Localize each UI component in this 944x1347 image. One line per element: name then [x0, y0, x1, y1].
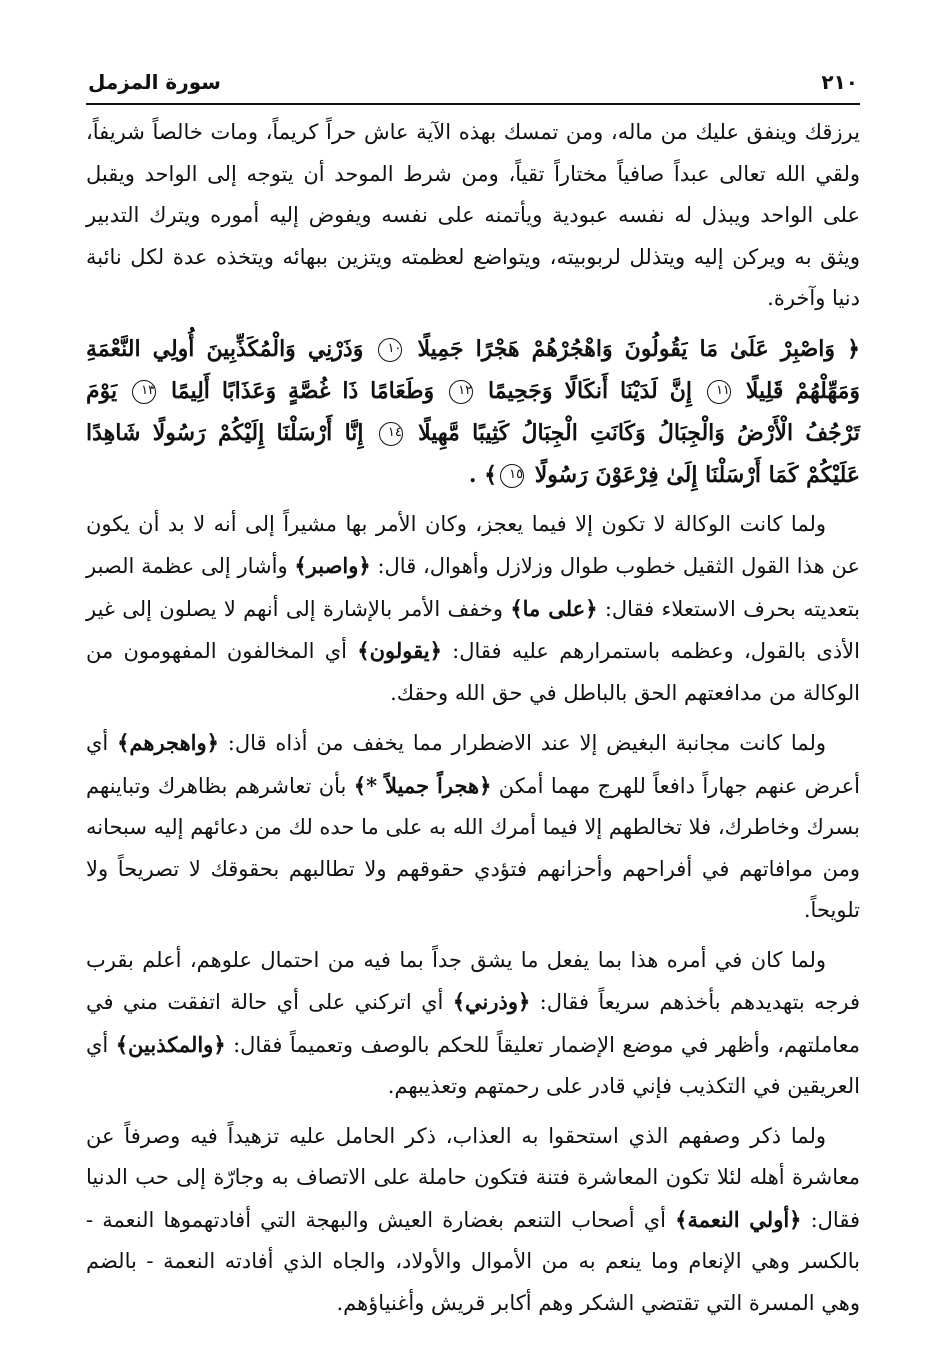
quoted-word: ﴿على ما﴾ [510, 595, 598, 621]
verse-number-marker: ١١ [707, 380, 731, 404]
verse-text: إِنَّ لَدَيْنَا أَنكَالًا وَجَحِيمًا [488, 377, 692, 404]
quoted-word: ﴿والمكذبين﴾ [115, 1031, 226, 1057]
verse-text: وَطَعَامًا ذَا غُصَّةٍ وَعَذَابًا أَلِيمًا [171, 377, 435, 404]
running-title: سورة المزمل [88, 70, 221, 94]
commentary-paragraph [86, 722, 860, 932]
paragraph-text: أي أصحاب التنعم بغضارة العيش والبهجة التي أفادتهموها النعمة - بالكسر وهي الإنعام وما ينعم به من الأموال والأولاد، والجاه الذي أفادته النعمة - بالضم وهي المسرة التي تقتضي الشكر وهم أكابر قريش وأغنياؤهم. [86, 1207, 860, 1315]
quoted-word: ﴿وذرني﴾ [452, 989, 531, 1014]
verse-number-marker: ١٥ [500, 464, 524, 488]
verse-end-mark: . [468, 461, 477, 488]
paragraph-text: ولما ذكر وصفهم الذي استحقوا به العذاب، ذكر الحامل عليه تزهيداً فيه وصرفاً عن معاشرة أهله لئلا تكون المعاشرة فتنة فتكون حاملة على الاتصاف به وجارّة إلى حب الدنيا فقال: [86, 1123, 860, 1232]
quoted-word: ﴿هجراً جميلاً *﴾ [353, 772, 492, 798]
verse-text: وَاصْبِرْ عَلَىٰ مَا يَقُولُونَ وَاهْجُرْهُمْ هَجْرًا جَمِيلًا [417, 335, 836, 362]
page-number: ٢١٠ [821, 70, 858, 94]
verse-number-marker: ١٤ [379, 422, 403, 446]
page-body [86, 112, 860, 1332]
commentary-paragraph [86, 940, 860, 1108]
paragraph-text: وأشار إلى عظمة الصبر بتعديته بحرف الاستعلاء فقال: [86, 554, 860, 621]
quoted-word: ﴿واصبر﴾ [294, 553, 371, 578]
paragraph-text: أي أعرض عنهم جهاراً دافعاً للهرج مهما أمكن [86, 731, 860, 798]
quoted-word: ﴿يقولون﴾ [357, 638, 442, 663]
paragraph-text: ولما كانت مجانبة البغيض إلا عند الاضطرار مما يخفف من أذاه قال: [218, 731, 826, 755]
commentary-paragraph [86, 504, 860, 715]
verse-number-marker: ١٣ [132, 380, 156, 404]
quoted-word: ﴿أولي النعمة﴾ [675, 1206, 802, 1232]
quran-verses-block [86, 328, 860, 496]
verse-text: يَوْمَ تَرْجُفُ الْأَرْضُ وَالْجِبَالُ وَكَانَتِ الْجِبَالُ كَثِيبًا مَّهِيلًا [86, 377, 860, 446]
verse-text: إِنَّا أَرْسَلْنَا إِلَيْكُمْ رَسُولًا شَاهِدًا عَلَيْكُمْ كَمَا أَرْسَلْنَا إِلَىٰ فِرْعَوْنَ رَسُولًا [86, 419, 860, 488]
paragraph-text: أي المخالفون المفهومون من الوكالة من مدافعتهم الحق بالباطل في حق الله وحقك. [86, 639, 860, 705]
verse-close-bracket: ﴾ [484, 461, 498, 488]
verse-text: وَذَرْنِي وَالْمُكَذِّبِينَ أُولِي النَّعْمَةِ وَمَهِّلْهُمْ قَلِيلًا [86, 335, 860, 404]
intro-paragraph: يرزقك وينفق عليك من ماله، ومن تمسك بهذه الآية عاش حراً كريماً، ومات خالصاً شريفاً، ولقي الله تعالى عبداً صافياً مختاراً تقياً، ومن شرط الموحد أن يتوجه إلى الواحد ويقبل على الواحد ويبذل له نفسه عبودية ويأتمنه على نفسه ويفوض إليه أموره ويترك التدبير ويثق به ويركن إليه ويتذلل لربوبيته، ويتواضع لعظمته ويتزين ببهائه ويتخذه عدة لكل نائبة دنيا وآخرة. [86, 120, 860, 310]
paragraph-text: أي العريقين في التكذيب فإني قادر على رحمتهم وتعذيبهم. [86, 1032, 860, 1098]
verse-number-marker: ١٢ [449, 380, 473, 404]
paragraph-text: وخفف الأمر بالإشارة إلى أنهم لا يصلون إلى غير الأذى بالقول، وعظمه باستمرارهم عليه فقال: [86, 596, 860, 663]
verse-open-bracket: ﴿ [847, 335, 860, 362]
page-header [88, 66, 858, 102]
quoted-word: ﴿واهجرهم﴾ [117, 730, 219, 755]
header-rule [86, 103, 860, 105]
paragraph-text: ولما كان في أمره هذا بما يفعل ما يشق جداً بما فيه من احتمال علوهم، أعلم بقرب فرجه بتهديدهم بأخذهم سريعاً فقال: [86, 947, 860, 1014]
paragraph-text: ولما كانت الوكالة لا تكون إلا فيما يعجز، وكان الأمر بها مشيراً إلى أنه لا بد أن يكون عن هذا القول الثقيل خطوب طوال وزلازل وأهوال، قال: [86, 511, 860, 578]
paragraph-text: أي اتركني على أي حالة اتفقت مني في معاملتهم، وأظهر في موضع الإضمار تعليقاً للحكم بالوصف وتعميماً فقال: [86, 990, 861, 1057]
paragraph-text: بأن تعاشرهم بظاهرك وتباينهم بسرك وخاطرك، فلا تخالطهم إلا فيما أمرك الله به على ما حده لك من دعائهم إليه سبحانه ومن موافاتهم في أفراحهم وأحزانهم فتؤدي حقوقهم ولا تطالبهم بحقوقك لا تصريحاً ولا تلويحاً. [86, 773, 860, 922]
verse-number-marker: ١٠ [378, 338, 402, 362]
commentary-paragraph [86, 1116, 860, 1325]
